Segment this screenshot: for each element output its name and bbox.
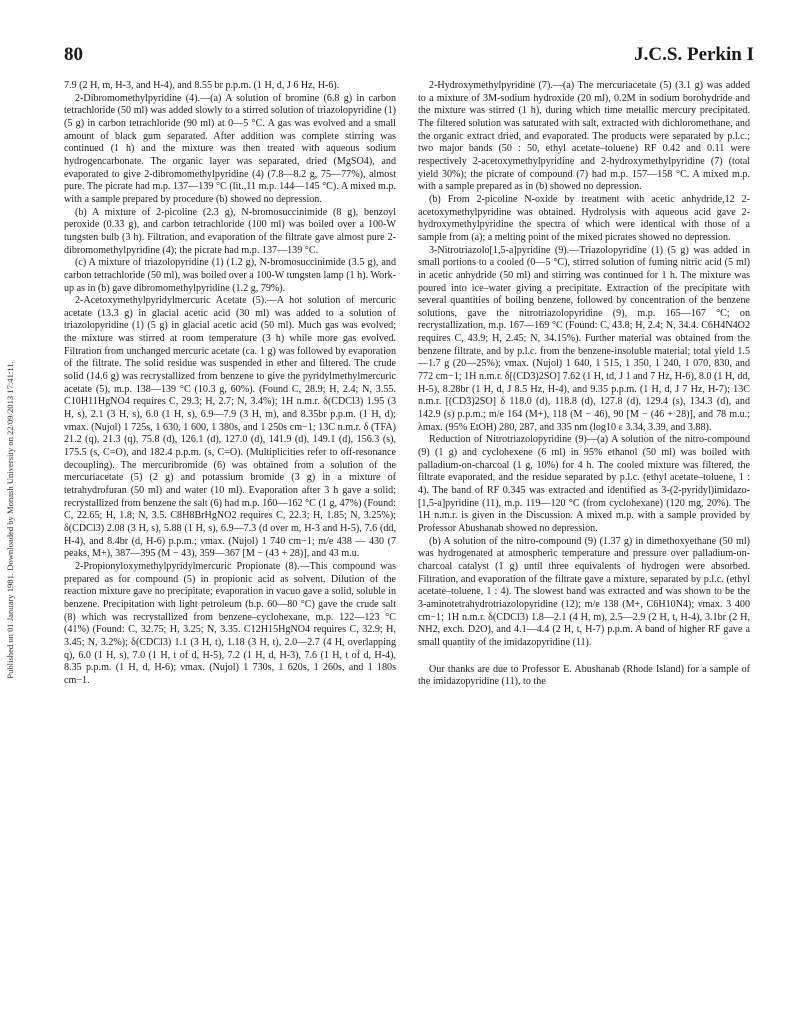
paragraph: (b) A mixture of 2-picoline (2.3 g), N-bromosuccinimide (8 g), benzoyl peroxide (0.33 g), and carbon tetrachloride (100 ml) was boiled over a 100-W tungsten bulb (3 h). Filtration, and evaporation of the filtrate gave almost pure 2-dibromomethylpyridine (4); the picrate had m.p. 137—139 °C.: [64, 206, 396, 256]
paragraph: 7.9 (2 H, m, H-3, and H-4), and 8.55 br p.p.m. (1 H, d, J 6 Hz, H-6).: [64, 80, 340, 91]
paragraph: 2-Hydroxymethylpyridine (7).—(a) The mercuriacetate (5) (3.1 g) was added to a mixture of 3M-sodium hydroxide (20 ml), 0.2M in sodium borohydride and the mixture was stirred (1 h), during which time metallic mercury precipitated. The filtered solution was saturated with salt, extracted with dichloromethane, and the organic extract dried, and evaporated. The products were separated by p.l.c.; two major bands (50 : 50, ethyl acetate–toluene) RF 0.42 and 0.11 were respectively 2-acetoxymethylpyridine and 2-hydroxymethylpyridine (7) (total yield 30%); the picrate of compound (7) had m.p. 157—158 °C. A mixed m.p. with a sample prepared as in (b) showed no depression.: [418, 80, 750, 193]
page-number: 80: [64, 44, 83, 65]
paragraph: Reduction of Nitrotriazolopyridine (9)—(a) A solution of the nitro-compound (9) (1 g) and cyclohexene (6 ml) in 95% ethanol (50 ml) was boiled with palladium-on-charcoal (1 g, 10%) for 4 h. The cooled mixture was filtered, the filtrate evaporated, and the residue separated by p.l.c. (ethyl acetate–toluene, 1 : 4). The band of RF 0.345 was extracted and identified as 3-(2-pyridyl)imidazo-[1,5-a]pyridine (11), m.p. 119—120 °C (from cyclohexane) (120 mg, 20%). The 1H n.m.r. is given in the Discussion. A mixed m.p. with a sample provided by Professor Abushanab showed no depression.: [418, 434, 750, 534]
download-stamp-text: Published on 01 January 1981. Downloaded by Monash University on 22/09/2013 17:41:11.: [5, 361, 15, 679]
journal-title: J.C.S. Perkin I: [634, 44, 754, 65]
paragraph: 2-Acetoxymethylpyridylmercuric Acetate (5).—A hot solution of mercuric acetate (13.3 g) in glacial acetic acid (30 ml) was added to a solution of triazolopyridine (1) (5 g) in glacial acetic acid (50 ml). Much gas was evolved; the mixture was stirred at room temperature (3 h) while more gas evolved. Filtration from unchanged mercuric acetate (ca. 1 g) was followed by evaporation of the filtrate. The solid residue was suspended in ether and filtered. The crude solid (14.6 g) was recrystallized from benzene to give the pyridylmethylmercuric acetate (5), m.p. 138—139 °C (10.3 g, 60%). (Found C, 28.9; H, 2.4; N, 3.55. C10H11HgNO4 requires C, 29.3; H, 2.7; N, 3.4%); 1H n.m.r. δ(CDCl3) 1.95 (3 H, s), 2.1 (3 H, s), 6.0 (1 H, s), 6.9—7.9 (3 H, m), and 8.35br p.p.m. (1 H, d); νmax. (Nujol) 1 725s, 1 630, 1 600, 1 380s, and 1 250s cm−1; 13C n.m.r. δ (TFA) 21.2 (q), 21.3 (q), 75.8 (d), 126.1 (d), 127.0 (d), 141.9 (d), 149.1 (d), 156.3 (s), 175.5 (s, C=O), and 182.4 p.p.m. (s, C=O). (Multiplicities refer to off-resonance decoupling). The mercuribromide (6) was obtained from a solution of the mercuriacetate (5) (2 g) and potassium bromide (3 g) in a mixture of tetrahydrofuran (50 ml) and water (10 ml). Evaporation after 3 h gave a solid; recrystallized from benzene the salt (6) had m.p. 160—162 °C (1 g, 47%) (Found: C, 22.65; H, 1.8; N, 3.5. C8H8BrHgNO2 requires C, 22.3; H, 1.85; N, 3.25%); δ(CDCl3) 2.08 (3 H, s), 5.88 (1 H, s), 6.9—7.3 (d over m, H-3 and H-5), 7.6 (dd, H-4), and 8.4br (d, H-6) p.p.m.; νmax. (Nujol) 1 740 cm−1; m/e 438 — 430 (7 peaks, M+), 387—395 (M − 43), 359—367 [M − (43 + 28)], and 43 m.u.: [64, 295, 396, 560]
paragraph: 3-Nitrotriazolo[1,5-a]pyridine (9).—Triazolopyridine (1) (5 g) was added in small portions to a cooled (0—5 °C), stirred solution of fuming nitric acid (5 ml) in acetic anhydride (50 ml) and stirring was continued for 1 h. The mixture was poured into ice–water giving a precipitate. Extraction of the precipitate with several quantities of boiling benzene, followed by concentration of the benzene solutions, gave the nitrotriazolopyridine (9), m.p. 165—167 °C; on recrystallization, m.p. 167—169 °C (Found: C, 43.8; H, 2.4; N, 34.4. C6H4N4O2 requires C, 43.9; H, 2.45; N, 34.15%). Further material was obtained from the benzene filtrate, and by p.l.c. from the benzene-insoluble material; total yield 1.5—1.7 g (20—25%); νmax. (Nujol) 1 640, 1 515, 1 350, 1 240, 1 070, 830, and 772 cm−1; 1H n.m.r. δ[(CD3)2SO] 7.62 (1 H, td, J 1 and 7 Hz, H-6), 8.0 (1 H, dd, H-5), 8.28br (1 H, d, J 8.5 Hz, H-4), and 9.35 p.p.m. (1 H, d, J 7 Hz, H-7); 13C n.m.r. [(CD3)2SO] δ 118.0 (d), 118.8 (d), 127.8 (d), 129.4 (s), 134.3 (d), and 142.9 (s) p.p.m.; m/e 164 (M+), 118 (M − 46), 90 [M − (46 + 28)], and 78 m.u.; λmax. (95% EtOH) 280, 287, and 335 nm (log10 ε 3.34, 3.39, and 3.88).: [418, 244, 750, 433]
right-column: [418, 80, 750, 980]
paragraph: 2-Dibromomethylpyridine (4).—(a) A solution of bromine (6.8 g) in carbon tetrachloride (50 ml) was added slowly to a stirred solution of triazolopyridine (1) (5 g) in carbon tetrachloride (90 ml) at 0—5 °C. A gas was evolved and a small amount of black gum separated. After addition was complete stirring was continued (1 h) and the mixture was then treated with aqueous sodium hydrogencarbonate. The organic layer was separated, dried (MgSO4), and evaporated to give 2-dibromomethylpyridine (4) (7.8—8.2 g, 75—77%), almost pure. The picrate had m.p. 137—139 °C (lit.,11 m.p. 144—145 °C). A mixed m.p. with a sample prepared by procedure (b) showed no depression.: [64, 92, 396, 205]
acknowledgement-paragraph: Our thanks are due to Professor E. Abushanab (Rhode Island) for a sample of the imidazopyridine (11), to the: [418, 663, 750, 688]
left-column: [64, 80, 396, 980]
download-stamp: [2, 120, 18, 920]
paragraph: (b) From 2-picoline N-oxide by treatment with acetic anhydride,12 2-acetoxymethylpyridine was obtained. Hydrolysis with aqueous acid gave 2-hydroxymethylpyridine the spectra of which were identical with those of a sample from (a); a melting point of the mixed picrates showed no depression.: [418, 193, 750, 243]
page-header: [64, 44, 754, 74]
paragraph: (b) A solution of the nitro-compound (9) (1.37 g) in dimethoxyethane (50 ml) was hydrogenated at atmospheric temperature and pressure over palladium-on-charcoal catalyst (1 g) until three equivalents of hydrogen were absorbed. Filtration, and evaporation of the filtrate gave a mixture, separated by p.l.c. (ethyl acetate–toluene, 1 : 4). The slowest band was extracted and was shown to be the 3-aminotetrahydrotriazolopyridine (12); m/e 138 (M+, C6H10N4); νmax. 3 400 cm−1; 1H n.m.r. δ(CDCl3) 1.8—2.1 (4 H, m), 2.5—2.9 (2 H, t, H-4), 3.1br (2 H, NH2, exch. D2O), and 4.1—4.4 (2 H, t, H-7) p.p.m. A band of higher RF gave a small quantity of the imidazopyridine (11).: [418, 535, 750, 648]
paragraph: (c) A mixture of triazolopyridine (1) (1.2 g), N-bromosuccinimide (3.5 g), and carbon tetrachloride (50 ml), was boiled over a 100-W tungsten lamp (1 h). Work-up as in (b) gave dibromomethylpyridine (1.2 g, 79%).: [64, 257, 396, 294]
paragraph: 2-Propionyloxymethylpyridylmercuric Propionate (8).—This compound was prepared as for compound (5) in propionic acid as solvent. Dilution of the reaction mixture gave no precipitate; evaporation in vacuo gave a solid, soluble in benzene. Precipitation with light petroleum (b.p. 60—80 °C) gave the crude salt (8) which was recrystallized from benzene–cyclohexane, m.p. 122—123 °C (41%) (Found: C, 32.75; H, 3.25; N, 3.35. C12H15HgNO4 requires C, 32.9; H, 3.45; N, 3.2%); δ(CDCl3) 1.1 (3 H, t), 1.18 (3 H, t), 2.0—2.7 (4 H, overlapping q), 6.0 (1 H, s), 7.0 (1 H, t of d, H-5), 7.2 (1 H, d, H-3), 7.6 (1 H, t of d, H-4), 8.35 p.p.m. (1 H, d, H-6); νmax. (Nujol) 1 730s, 1 620s, 1 260s, and 1 180s cm−1.: [64, 560, 396, 686]
